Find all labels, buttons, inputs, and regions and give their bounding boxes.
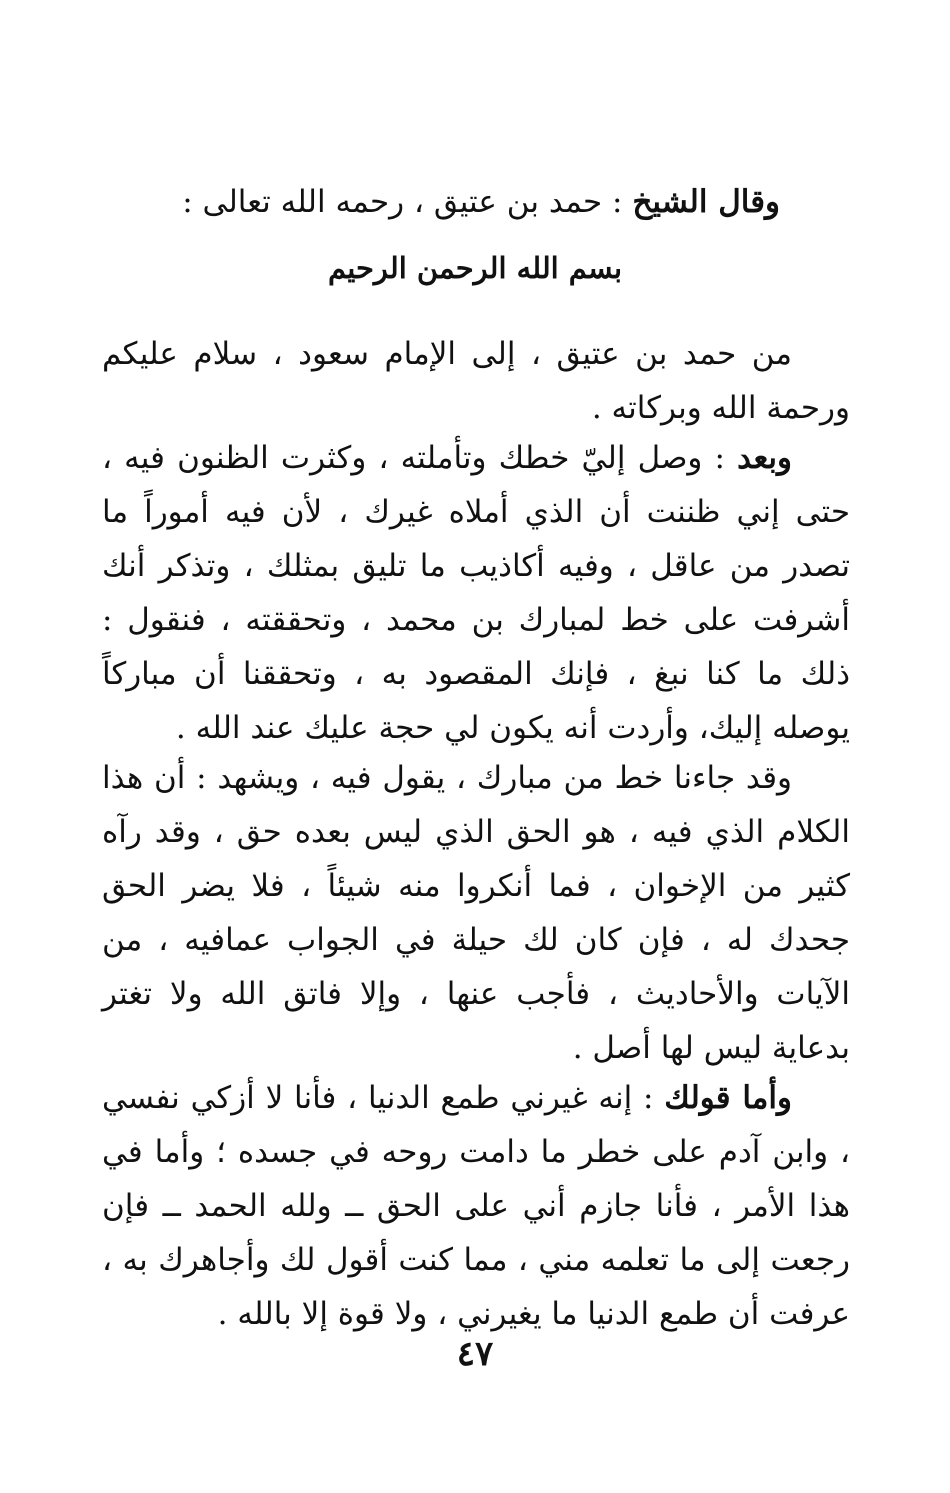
paragraph-greeting [102, 327, 850, 435]
paragraph-body [102, 431, 850, 755]
paragraph-text: : إنه غيرني طمع الدنيا ، فأنا لا أزكي نفسي ، وابن آدم على خطر ما دامت روحه في جسده ؛ وأما في هذا الأمر ، فأنا جازم أني على الحق ــ ولله الحمد ــ فإن رجعت إلى ما تعلمه مني ، مما كنت أقول لك وأجاهرك به ، عرفت أن طمع الدنيا ما يغيرني ، ولا قوة إلا بالله . [102, 1080, 850, 1332]
paragraph-text: : وصل إليّ خطك وتأملته ، وكثرت الظنون فيه ، حتى إني ظننت أن الذي أملاه غيرك ، لأن فيه أموراً ما تصدر من عاقل ، وفيه أكاذيب ما تليق بمثلك ، وتذكر أنك أشرفت على خط لمبارك بن محمد ، وتحققته ، فنقول : ذلك ما كنا نبغ ، فإنك المقصود به ، وتحققنا أن مباركاً يوصله إليك، وأردت أنه يكون لي حجة عليك عند الله . [102, 440, 850, 746]
paragraph-text: من حمد بن عتيق ، إلى الإمام سعود ، سلام عليكم ورحمة الله وبركاته . [102, 336, 850, 426]
paragraph-body [102, 751, 850, 1075]
paragraph-body [102, 1071, 850, 1341]
heading-speaker: وقال الشيخ [632, 184, 780, 220]
basmala-calligraphy: بسم الله الرحمن الرحيم [327, 251, 623, 285]
section-heading [100, 178, 780, 226]
paragraph-text: وقد جاءنا خط من مبارك ، يقول فيه ، ويشهد : أن هذا الكلام الذي فيه ، هو الحق الذي ليس بعده حق ، وقد رآه كثير من الإخوان ، فما أنكروا منه شيئاً ، فلا يضر الحق جحدك له ، فإن كان لك حيلة في الجواب عمافيه ، من الآيات والأحاديث ، فأجب عنها ، وإلا فاتق الله ولا تغتر بدعاية ليس لها أصل . [102, 760, 850, 1066]
page-number: ٤٧ [456, 1334, 494, 1374]
heading-text: : حمد بن عتيق ، رحمه الله تعالى : [182, 184, 633, 220]
paragraph-lead: وأما قولك [664, 1080, 792, 1116]
paragraph-lead: وبعد [737, 440, 792, 476]
